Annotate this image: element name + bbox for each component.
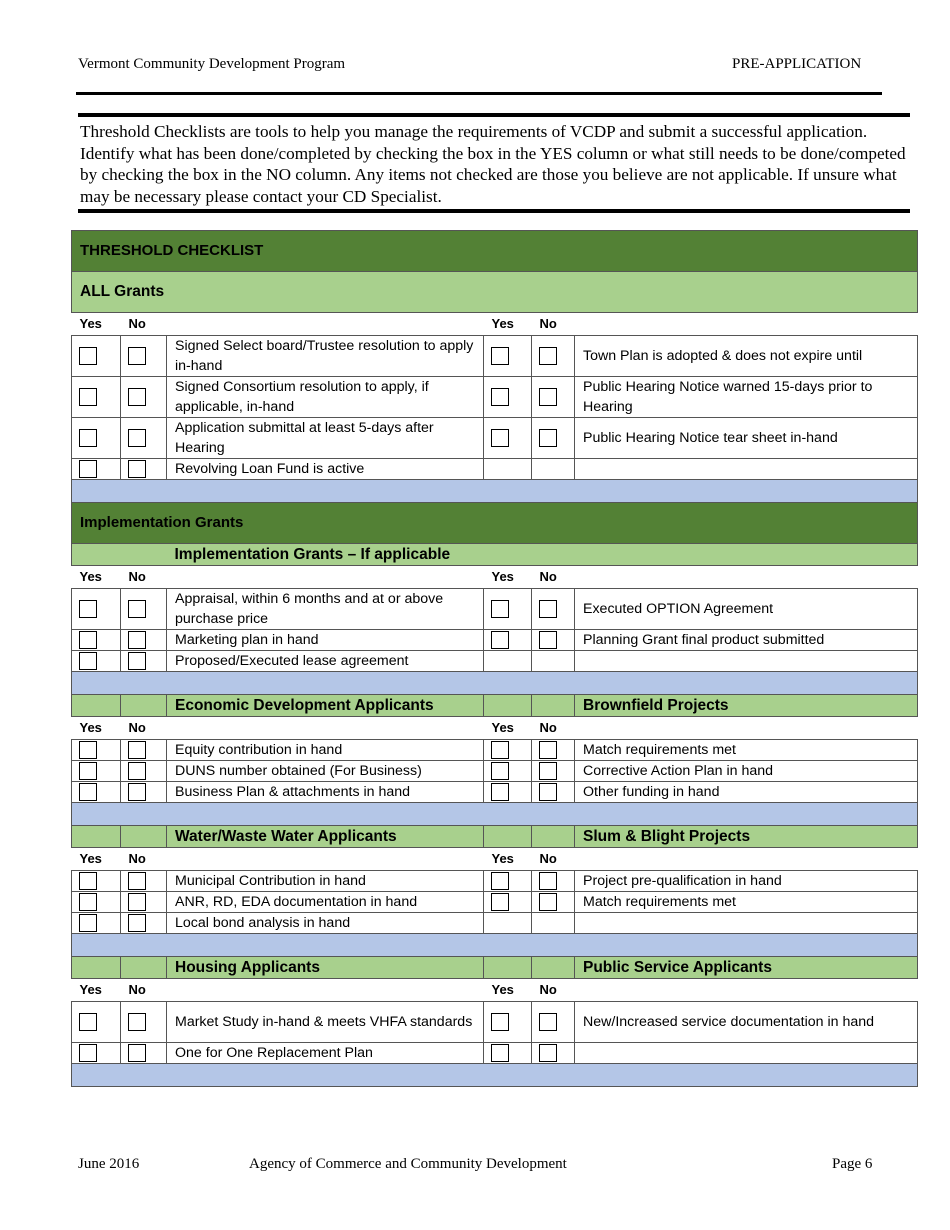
subsection-header-row [72,957,918,979]
no-checkbox[interactable] [128,1044,146,1062]
yes-checkbox[interactable] [491,1013,509,1031]
yes-no-header-row [72,313,918,336]
all-grants-heading: ALL Grants [72,272,918,313]
yes-label: Yes [72,979,121,1002]
header-org: Vermont Community Development Program [78,56,346,72]
yes-checkbox[interactable] [79,1044,97,1062]
header-rule [76,92,882,95]
yes-checkbox[interactable] [79,762,97,780]
checklist-item: Application submittal at least 5-days after Hearing [167,418,484,459]
footer-page-number: Page 6 [832,1156,873,1172]
checklist-row [72,630,918,651]
checklist-item: Public Hearing Notice warned 15-days prior to Hearing [575,377,918,418]
checklist-row [72,740,918,761]
no-label: No [532,313,575,336]
checklist-item: Town Plan is adopted & does not expire until [575,336,918,377]
no-checkbox[interactable] [539,631,557,649]
checklist-item: Project pre-qualification in hand [575,871,918,892]
header-doc-type: PRE-APPLICATION [732,56,862,72]
no-checkbox[interactable] [128,631,146,649]
yes-label: Yes [72,848,121,871]
no-checkbox[interactable] [539,1013,557,1031]
yes-checkbox[interactable] [491,762,509,780]
checklist-row [72,871,918,892]
checklist-item: Public Hearing Notice tear sheet in-hand [575,418,918,459]
no-label: No [532,717,575,740]
yes-checkbox[interactable] [79,600,97,618]
no-checkbox[interactable] [128,1013,146,1031]
yes-checkbox[interactable] [491,347,509,365]
checklist-item: Signed Select board/Trustee resolution to apply in-hand [167,336,484,377]
checklist-item: Appraisal, within 6 months and at or above purchase price [167,589,484,630]
checklist-row [72,459,918,480]
checklist-row [72,336,918,377]
threshold-checklist-table [71,230,918,1087]
no-checkbox[interactable] [128,762,146,780]
yes-checkbox[interactable] [79,1013,97,1031]
yes-checkbox[interactable] [79,741,97,759]
no-checkbox[interactable] [128,347,146,365]
yes-checkbox[interactable] [79,872,97,890]
yes-checkbox[interactable] [79,429,97,447]
subsection-header-row [72,695,918,717]
checklist-item: Local bond analysis in hand [167,913,484,934]
section-header-row [72,272,918,313]
spacer-row [72,672,918,695]
checklist-item: Other funding in hand [575,782,918,803]
yes-checkbox[interactable] [79,460,97,478]
no-label: No [121,313,167,336]
checklist-row [72,913,918,934]
checklist-item: Corrective Action Plan in hand [575,761,918,782]
yes-checkbox[interactable] [491,893,509,911]
spacer-row [72,803,918,826]
no-checkbox[interactable] [539,783,557,801]
checklist-item: Municipal Contribution in hand [167,871,484,892]
checklist-title: THRESHOLD CHECKLIST [72,231,918,272]
no-checkbox[interactable] [539,600,557,618]
yes-checkbox[interactable] [79,783,97,801]
yes-label: Yes [484,566,532,589]
checklist-item: Match requirements met [575,740,918,761]
yes-label: Yes [72,566,121,589]
no-checkbox[interactable] [539,872,557,890]
econ-dev-heading: Economic Development Applicants [167,695,484,717]
yes-checkbox[interactable] [491,388,509,406]
no-checkbox[interactable] [128,429,146,447]
checklist-item: Equity contribution in hand [167,740,484,761]
checklist-item: Signed Consortium resolution to apply, if applicable, in-hand [167,377,484,418]
checklist-item: Planning Grant final product submitted [575,630,918,651]
yes-checkbox[interactable] [79,652,97,670]
footer-date: June 2016 [78,1156,140,1172]
yes-checkbox[interactable] [79,388,97,406]
yes-no-header-row [72,848,918,871]
subsection-header-row [72,544,918,566]
yes-checkbox[interactable] [491,600,509,618]
section-header-row [72,503,918,544]
checklist-row [72,589,918,630]
checklist-row [72,761,918,782]
checklist-item: ANR, RD, EDA documentation in hand [167,892,484,913]
no-label: No [121,566,167,589]
slum-heading: Slum & Blight Projects [575,826,918,848]
yes-checkbox[interactable] [491,429,509,447]
no-label: No [121,979,167,1002]
checklist-row [72,377,918,418]
checklist-row [72,651,918,672]
spacer-row [72,1064,918,1087]
yes-checkbox[interactable] [491,872,509,890]
no-checkbox[interactable] [539,893,557,911]
checklist-item: Market Study in-hand & meets VHFA standards [167,1002,484,1043]
yes-checkbox[interactable] [79,347,97,365]
no-checkbox[interactable] [539,762,557,780]
no-label: No [532,848,575,871]
no-checkbox[interactable] [128,460,146,478]
checklist-row [72,418,918,459]
no-checkbox[interactable] [539,388,557,406]
no-checkbox[interactable] [128,893,146,911]
implementation-heading: Implementation Grants [72,503,918,544]
yes-label: Yes [484,979,532,1002]
no-checkbox[interactable] [128,872,146,890]
yes-checkbox[interactable] [491,741,509,759]
yes-checkbox[interactable] [491,1044,509,1062]
no-checkbox[interactable] [539,347,557,365]
checklist-row [72,892,918,913]
yes-label: Yes [484,848,532,871]
water-heading: Water/Waste Water Applicants [167,826,484,848]
checklist-row [72,1043,918,1064]
yes-no-header-row [72,566,918,589]
no-checkbox[interactable] [539,429,557,447]
yes-checkbox[interactable] [79,893,97,911]
yes-checkbox[interactable] [79,914,97,932]
no-checkbox[interactable] [128,741,146,759]
checklist-item: Executed OPTION Agreement [575,589,918,630]
no-checkbox[interactable] [128,388,146,406]
yes-no-header-row [72,979,918,1002]
checklist-item: Business Plan & attachments in hand [167,782,484,803]
yes-checkbox[interactable] [79,631,97,649]
no-label: No [532,566,575,589]
intro-paragraph: Threshold Checklists are tools to help you manage the requirements of VCDP and submit a successful application. Identify what has been done/completed by checking the box in the YES column or what still needs to be done/competed by checking the box in the NO column. Any items not checked are those you believe are not applicable. If unsure what may be necessary please contact your CD Specialist. [78,113,910,213]
checklist-item: New/Increased service documentation in hand [575,1002,918,1043]
no-label: No [121,717,167,740]
yes-label: Yes [484,717,532,740]
checklist-item: DUNS number obtained (For Business) [167,761,484,782]
public-service-heading: Public Service Applicants [575,957,918,979]
spacer-row [72,480,918,503]
checklist-row [72,782,918,803]
checklist-item: Match requirements met [575,892,918,913]
no-checkbox[interactable] [539,741,557,759]
no-checkbox[interactable] [539,1044,557,1062]
spacer-row [72,934,918,957]
yes-checkbox[interactable] [491,631,509,649]
yes-no-header-row [72,717,918,740]
yes-label: Yes [72,313,121,336]
yes-label: Yes [484,313,532,336]
checklist-title-row [72,231,918,272]
implementation-subheading: Implementation Grants – If applicable [167,544,918,566]
brownfield-heading: Brownfield Projects [575,695,918,717]
checklist-row [72,1002,918,1043]
checklist-item: Revolving Loan Fund is active [167,459,484,480]
yes-checkbox[interactable] [491,783,509,801]
no-checkbox[interactable] [128,783,146,801]
subsection-header-row [72,826,918,848]
no-checkbox[interactable] [128,652,146,670]
no-checkbox[interactable] [128,600,146,618]
no-label: No [532,979,575,1002]
yes-label: Yes [72,717,121,740]
checklist-item: Marketing plan in hand [167,630,484,651]
checklist-item: One for One Replacement Plan [167,1043,484,1064]
no-checkbox[interactable] [128,914,146,932]
no-label: No [121,848,167,871]
footer-agency: Agency of Commerce and Community Development [249,1156,567,1172]
housing-heading: Housing Applicants [167,957,484,979]
checklist-item: Proposed/Executed lease agreement [167,651,484,672]
